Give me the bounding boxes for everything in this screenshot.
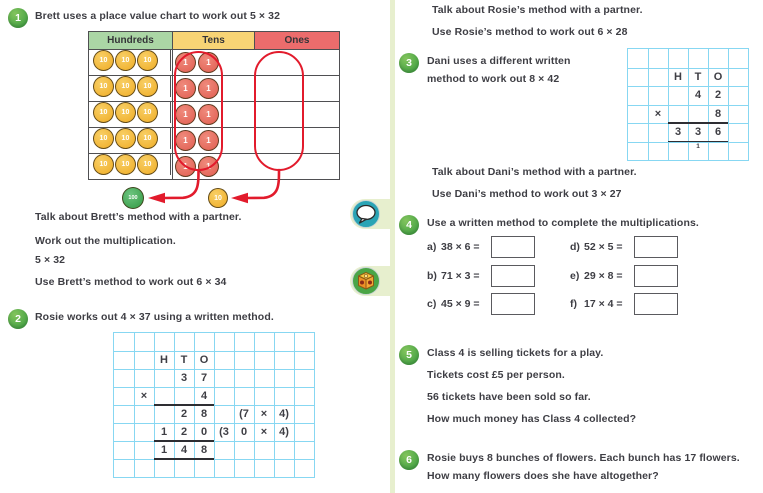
q1-expression: 5 × 32 [35, 254, 66, 266]
q4-number-badge: 4 [399, 215, 419, 235]
pv-header-hundreds: Hundreds [89, 32, 173, 49]
one-counter: 1 [175, 156, 196, 177]
q5-line-2: Tickets cost £5 per person. [427, 369, 565, 381]
answer-box-b[interactable] [491, 265, 535, 287]
q4-item-f [570, 293, 678, 315]
one-counter: 1 [198, 52, 219, 73]
pv-header-tens: Tens [173, 32, 255, 49]
pv-cell-tens [89, 102, 171, 123]
ones-group-outline [254, 51, 304, 171]
item-label: c) [427, 298, 437, 310]
q2-number-badge: 2 [8, 309, 28, 329]
q1-work-instruction: Work out the multiplication. [35, 235, 176, 247]
grid-line-h [114, 459, 314, 460]
grid-cell: T [180, 354, 188, 366]
grid-cell: H [160, 354, 168, 366]
item-label: d) [570, 241, 580, 253]
grid-cell: 3 [180, 372, 188, 384]
column-divider [390, 0, 395, 493]
q5-number-badge: 5 [399, 345, 419, 365]
ten-counter: 10 [137, 76, 158, 97]
one-counter: 1 [175, 130, 196, 151]
one-counter: 1 [198, 130, 219, 151]
q4-item-d [570, 236, 678, 258]
grid-line-h [114, 351, 314, 352]
sum-underline [668, 141, 728, 143]
one-counter: 1 [175, 104, 196, 125]
q1-title: Brett uses a place value chart to work out 5 × 32 [35, 10, 281, 22]
pv-cell-tens [89, 50, 171, 71]
grid-cell: O [713, 70, 723, 83]
grid-cell: 2 [714, 89, 722, 102]
q4-item-c [427, 293, 535, 315]
q1-talk-instruction: Talk about Brett’s method with a partner. [35, 211, 242, 223]
exchanged-hundred-counter: 100 [122, 187, 144, 209]
q3-title-line2: method to work out 8 × 42 [427, 73, 560, 85]
grid-cell: 7 [200, 372, 208, 384]
grid-cell: 0 [200, 426, 208, 438]
q6-number-badge: 6 [399, 450, 419, 470]
ten-counter: 10 [137, 128, 158, 149]
item-label: e) [570, 270, 580, 282]
pv-cell-tens [89, 128, 171, 149]
answer-box-a[interactable] [491, 236, 535, 258]
q2-working-grid[interactable] [113, 332, 315, 478]
rosie-talk-instruction: Talk about Rosie’s method with a partner. [432, 4, 643, 16]
grid-cell: 6 [714, 126, 722, 139]
ten-counter: 10 [115, 128, 136, 149]
grid-cell: 0 [240, 426, 248, 438]
q4-item-a [427, 236, 535, 258]
one-counter: 1 [198, 156, 219, 177]
grid-cell: (3 [219, 426, 229, 438]
ten-counter: 10 [93, 50, 114, 71]
one-counter: 1 [198, 104, 219, 125]
grid-cell: 3 [694, 126, 702, 139]
speech-bubble-icon [351, 199, 381, 229]
one-counter: 1 [175, 78, 196, 99]
answer-box-c[interactable] [491, 293, 535, 315]
grid-cell: 4) [279, 408, 289, 420]
grid-cell: 8 [200, 444, 208, 456]
grid-cell: × [260, 426, 268, 438]
q3-title-line1: Dani uses a different written [427, 55, 571, 67]
tens-group-outline [174, 51, 223, 171]
item-expression: 71 × 3 = [441, 270, 480, 282]
q5-line-1: Class 4 is selling tickets for a play. [427, 347, 604, 359]
grid-cell: 2 [180, 408, 188, 420]
grid-cell: 8 [714, 107, 722, 120]
grid-cell: 2 [180, 426, 188, 438]
grid-cell: 1 [696, 142, 700, 150]
sum-underline [154, 440, 214, 442]
answer-box-d[interactable] [634, 236, 678, 258]
item-expression: 29 × 8 = [584, 270, 623, 282]
ten-counter: 10 [93, 128, 114, 149]
grid-line-h [114, 369, 314, 370]
pv-cell-tens [89, 76, 171, 97]
sum-underline [154, 404, 214, 406]
grid-cell: (7 [239, 408, 249, 420]
grid-cell: 4) [279, 426, 289, 438]
q3-use-method-instruction: Use Dani’s method to work out 3 × 27 [432, 188, 622, 200]
one-counter: 1 [175, 52, 196, 73]
item-label: f) [570, 298, 577, 310]
grid-cell: H [674, 70, 682, 83]
sum-underline [154, 458, 214, 460]
pv-header-ones: Ones [255, 32, 339, 49]
answer-box-e[interactable] [634, 265, 678, 287]
q1-use-method-instruction: Use Brett’s method to work out 6 × 34 [35, 276, 227, 288]
item-label: a) [427, 241, 437, 253]
rosie-use-method-instruction: Use Rosie’s method to work out 6 × 28 [432, 26, 628, 38]
grid-cell: × [140, 390, 148, 402]
answer-box-f[interactable] [634, 293, 678, 315]
grid-line-h [114, 441, 314, 442]
q5-line-4: How much money has Class 4 collected? [427, 413, 637, 425]
ten-counter: 10 [115, 76, 136, 97]
grid-line-h [628, 105, 748, 106]
ten-counter: 10 [137, 50, 158, 71]
grid-cell: 1 [160, 444, 168, 456]
item-expression: 17 × 4 = [584, 298, 623, 310]
ten-counter: 10 [93, 76, 114, 97]
item-expression: 45 × 9 = [441, 298, 480, 310]
q2-title: Rosie works out 4 × 37 using a written method. [35, 311, 274, 323]
sum-underline [668, 122, 728, 124]
ten-counter: 10 [137, 154, 158, 175]
q6-line-2: How many flowers does she have altogether? [427, 470, 659, 482]
dice-icon [351, 266, 381, 296]
item-expression: 52 × 5 = [584, 241, 623, 253]
q3-number-badge: 3 [399, 53, 419, 73]
grid-cell: 4 [180, 444, 188, 456]
ten-counter: 10 [137, 102, 158, 123]
item-expression: 38 × 6 = [441, 241, 480, 253]
q4-title: Use a written method to complete the multiplications. [427, 217, 699, 229]
q1-number-badge: 1 [8, 8, 28, 28]
grid-cell: 8 [200, 408, 208, 420]
grid-cell: × [260, 408, 268, 420]
q3-talk-instruction: Talk about Dani’s method with a partner. [432, 166, 637, 178]
pv-chart-header [89, 32, 339, 49]
grid-cell: 1 [160, 426, 168, 438]
one-counter: 1 [198, 78, 219, 99]
ten-counter: 10 [93, 154, 114, 175]
grid-cell: × [654, 107, 662, 120]
item-label: b) [427, 270, 437, 282]
exchanged-ten-counter: 10 [208, 188, 228, 208]
q4-item-b [427, 265, 535, 287]
ten-counter: 10 [115, 102, 136, 123]
q4-item-e [570, 265, 678, 287]
ten-counter: 10 [115, 50, 136, 71]
q6-line-1: Rosie buys 8 bunches of flowers. Each bunch has 17 flowers. [427, 452, 740, 464]
grid-cell: 3 [674, 126, 682, 139]
grid-cell: O [199, 354, 209, 366]
grid-cell: 4 [200, 390, 208, 402]
q3-method-grid [627, 48, 749, 161]
grid-cell: 4 [694, 89, 702, 102]
ten-counter: 10 [93, 102, 114, 123]
q5-line-3: 56 tickets have been sold so far. [427, 391, 591, 403]
ten-counter: 10 [115, 154, 136, 175]
grid-cell: T [694, 70, 702, 83]
